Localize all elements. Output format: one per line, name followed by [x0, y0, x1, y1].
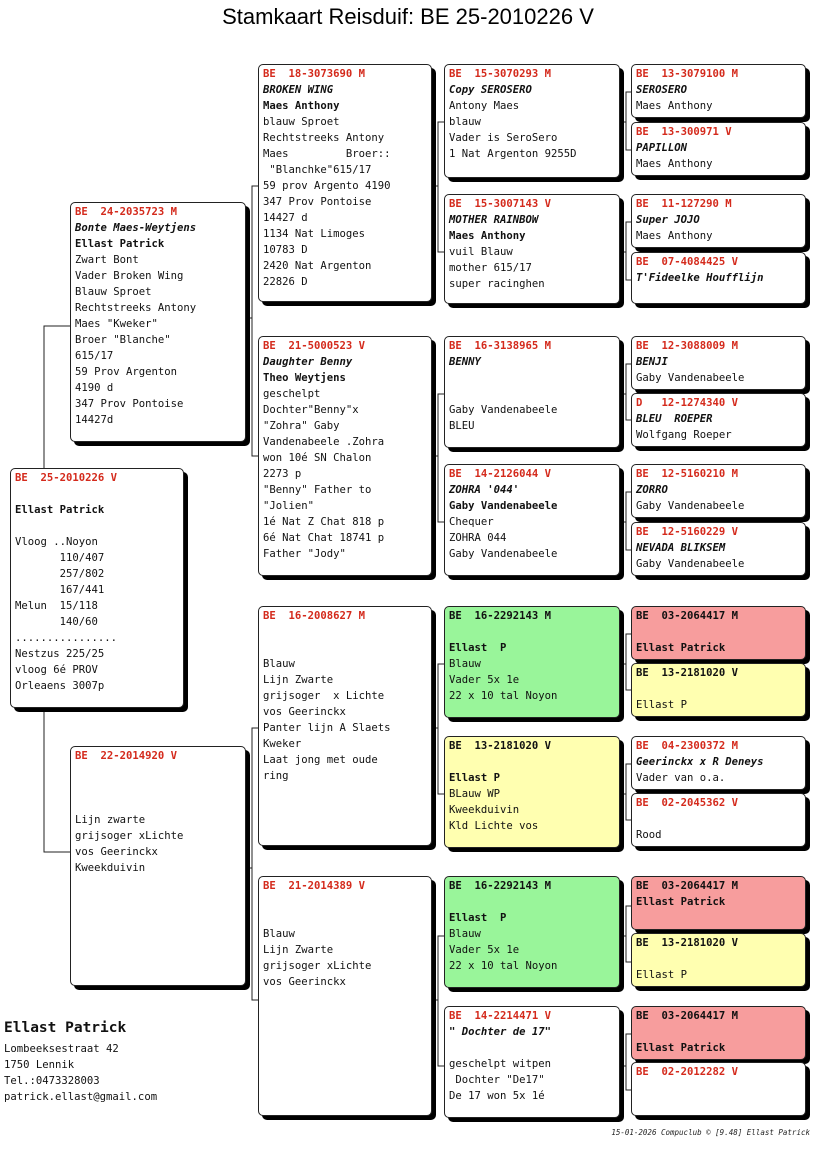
pedigree-card-gen5-7[interactable] [631, 464, 806, 518]
spacer-line [263, 624, 427, 640]
info-line: Vandenabeele .Zohra [263, 436, 385, 448]
pedigree-card-dam-sire[interactable] [258, 606, 432, 846]
pedigree-card-gen5-9[interactable] [631, 606, 806, 660]
pigeon-name: Bonte Maes-Weytjens [75, 222, 197, 234]
spacer-line [449, 894, 615, 910]
info-line: Rechtstreeks Antony [263, 132, 385, 144]
ring-number: BE 02-2012282 V [636, 1066, 739, 1078]
info-line: 1134 Nat Limoges [263, 228, 366, 240]
owner-name: Ellast Patrick [4, 1020, 127, 1036]
ring-number: BE 14-2126044 V [449, 468, 552, 480]
ring-number: BE 16-2292143 M [449, 880, 552, 892]
pedigree-card-gen5-13[interactable] [631, 876, 806, 930]
pigeon-name: Copy SEROSERO [449, 84, 532, 96]
breeder-name: Ellast Patrick [636, 896, 726, 908]
info-line: geschelpt [263, 388, 321, 400]
spacer-line [263, 910, 427, 926]
info-line: 1 Nat Argenton 9255D [449, 148, 577, 160]
info-line: Gaby Vandenabeele [449, 548, 558, 560]
ring-number: BE 13-3079100 M [636, 68, 739, 80]
info-line: grijsoger xLichte [263, 960, 372, 972]
spacer-line [449, 754, 615, 770]
info-line: Kld Lichte vos [449, 820, 539, 832]
info-line: 14427 d [263, 212, 308, 224]
info-line: BLauw WP [449, 788, 501, 800]
info-line: 347 Prov Pontoise [75, 398, 184, 410]
ring-number: BE 16-2008627 M [263, 610, 366, 622]
pigeon-name: BROKEN WING [263, 84, 334, 96]
info-line: 22826 D [263, 276, 308, 288]
spacer-line [449, 1040, 615, 1056]
info-line: "Benny" Father to [263, 484, 372, 496]
info-line: 1é Nat Z Chat 818 p [263, 516, 385, 528]
info-line: Maes Anthony [636, 158, 713, 170]
info-line: Blauw [449, 928, 481, 940]
spacer-line [636, 1024, 801, 1040]
ring-number: BE 11-127290 M [636, 198, 732, 210]
ring-number: BE 21-5000523 V [263, 340, 366, 352]
spacer-line [636, 811, 801, 827]
info-line: 167/441 [15, 584, 105, 596]
ring-number: BE 16-3138965 M [449, 340, 552, 352]
info-line: vos Geerinckx [75, 846, 158, 858]
breeder-name: Ellast Patrick [636, 1042, 726, 1054]
info-line: Dochter"Benny"x [263, 404, 359, 416]
info-line: Nestzus 225/25 [15, 648, 105, 660]
pedigree-card-gen4-2[interactable] [444, 194, 620, 304]
info-line: won 10é SN Chalon [263, 452, 372, 464]
info-line: ZOHRA 044 [449, 532, 507, 544]
info-line: Vader van o.a. [636, 772, 726, 784]
pigeon-name: ZORRO [636, 484, 668, 496]
pigeon-name: Super JOJO [636, 214, 700, 226]
pigeon-name: BENJI [636, 356, 668, 368]
pigeon-name: Geerinckx x R Deneys [636, 756, 764, 768]
info-line: Maes "Kweker" [75, 318, 158, 330]
info-line: Wolfgang Roeper [636, 429, 732, 441]
pedigree-card-gen5-16[interactable] [631, 1062, 806, 1116]
info-line: 140/60 [15, 616, 98, 628]
info-line: Panter lijn A Slaets [263, 722, 391, 734]
info-line: blauw [449, 116, 481, 128]
pedigree-card-gen5-2[interactable] [631, 122, 806, 176]
pedigree-card-gen4-6[interactable] [444, 736, 620, 848]
info-line: Gaby Vandenabeele [636, 372, 745, 384]
ring-number: BE 14-2214471 V [449, 1010, 552, 1022]
ring-number: BE 13-2181020 V [636, 667, 739, 679]
pigeon-name: BLEU ROEPER [636, 413, 713, 425]
spacer-line [75, 780, 241, 796]
spacer-line [449, 370, 615, 386]
owner-street: Lombeeksestraat 42 [4, 1043, 119, 1055]
info-line: Rood [636, 829, 662, 841]
breeder-name: Maes Anthony [263, 100, 340, 112]
info-line: Kweekduivin [449, 804, 520, 816]
breeder-name: Ellast Patrick [15, 504, 105, 516]
info-line: 2273 p [263, 468, 302, 480]
pigeon-name: BENNY [449, 356, 481, 368]
breeder-name: Ellast Patrick [636, 642, 726, 654]
info-line: Broer "Blanche" [75, 334, 171, 346]
pedigree-card-gen4-4[interactable] [444, 464, 620, 576]
info-line: "Zohra" Gaby [263, 420, 340, 432]
info-line: 2420 Nat Argenton [263, 260, 372, 272]
owner-address-block [4, 1018, 157, 1105]
spacer-line [75, 764, 241, 780]
info-line: 10783 D [263, 244, 308, 256]
info-line: 615/17 [75, 350, 114, 362]
breeder-name: Ellast P [449, 772, 501, 784]
info-line: Orleaens 3007p [15, 680, 105, 692]
pedigree-card-gen5-5[interactable] [631, 336, 806, 390]
info-line: Gaby Vandenabeele [636, 558, 745, 570]
spacer-line [636, 681, 801, 697]
info-line: "Jolien" [263, 500, 315, 512]
info-line: geschelpt witpen [449, 1058, 552, 1070]
ring-number: BE 22-2014920 V [75, 750, 178, 762]
info-line: 14427d [75, 414, 114, 426]
ring-number: BE 03-2064417 M [636, 610, 739, 622]
info-line: Gaby Vandenabeele [636, 500, 745, 512]
spacer-line [636, 624, 801, 640]
info-line: mother 615/17 [449, 262, 532, 274]
info-line: Lijn zwarte [75, 814, 146, 826]
ring-number: D 12-1274340 V [636, 397, 739, 409]
pedigree-card-gen5-8[interactable] [631, 522, 806, 576]
breeder-name: Gaby Vandenabeele [449, 500, 558, 512]
info-line: Vader Broken Wing [75, 270, 184, 282]
info-line: 59 Prov Argenton [75, 366, 178, 378]
info-line: Ellast P [636, 699, 688, 711]
breeder-name: Maes Anthony [449, 230, 526, 242]
info-line: Antony Maes [449, 100, 520, 112]
pigeon-name: MOTHER RAINBOW [449, 214, 539, 226]
info-line: Lijn Zwarte [263, 944, 334, 956]
spacer-line [75, 796, 241, 812]
info-line: ring [263, 770, 289, 782]
info-line: grijsoger xLichte [75, 830, 184, 842]
info-line: 110/407 [15, 552, 105, 564]
info-line: Vader is SeroSero [449, 132, 558, 144]
info-line: Laat jong met oude [263, 754, 378, 766]
info-line: Kweker [263, 738, 302, 750]
pedigree-card-gen4-3[interactable] [444, 336, 620, 448]
pedigree-card-gen5-12[interactable] [631, 793, 806, 847]
info-line: 257/802 [15, 568, 105, 580]
info-line: vos Geerinckx [263, 976, 346, 988]
breeder-name: Ellast P [449, 912, 507, 924]
owner-city: 1750 Lennik [4, 1059, 75, 1071]
breeder-name: Ellast Patrick [75, 238, 165, 250]
pedigree-card-gen5-15[interactable] [631, 1006, 806, 1060]
pedigree-card-gen4-8[interactable] [444, 1006, 620, 1118]
spacer-line [15, 486, 179, 502]
pedigree-card-dam-dam[interactable] [258, 876, 432, 1116]
info-line: ................ [15, 632, 118, 644]
info-line: 59 prov Argento 4190 [263, 180, 391, 192]
info-line: 4190 d [75, 382, 114, 394]
info-line: 6é Nat Chat 18741 p [263, 532, 385, 544]
pedigree-card-dam[interactable] [70, 746, 246, 986]
info-line: De 17 won 5x 1é [449, 1090, 545, 1102]
pedigree-card-sire-dam[interactable] [258, 336, 432, 576]
info-line: Blauw [263, 658, 295, 670]
ring-number: BE 13-2181020 V [449, 740, 552, 752]
spacer-line [263, 894, 427, 910]
pigeon-name: ZOHRA '044' [449, 484, 520, 496]
pigeon-name: SEROSERO [636, 84, 688, 96]
spacer-line [449, 624, 615, 640]
info-line: BLEU [449, 420, 475, 432]
info-line: Rechtstreeks Antony [75, 302, 197, 314]
ring-number: BE 24-2035723 M [75, 206, 178, 218]
info-line: Vader 5x 1e [449, 674, 520, 686]
page-title: Stamkaart Reisduif: BE 25-2010226 V [222, 4, 594, 29]
info-line: vloog 6é PROV [15, 664, 98, 676]
ring-number: BE 18-3073690 M [263, 68, 366, 80]
info-line: Father "Jody" [263, 548, 346, 560]
info-line: Lijn Zwarte [263, 674, 334, 686]
pedigree-card-gen4-5[interactable] [444, 606, 620, 718]
spacer-line [449, 386, 615, 402]
breeder-name: Theo Weytjens [263, 372, 346, 384]
info-line: 347 Prov Pontoise [263, 196, 372, 208]
pedigree-card-sire-sire[interactable] [258, 64, 432, 302]
pedigree-card-subject[interactable] [10, 468, 184, 708]
pigeon-name: PAPILLON [636, 142, 688, 154]
ring-number: BE 13-300971 V [636, 126, 732, 138]
pedigree-card-gen5-11[interactable] [631, 736, 806, 790]
ring-number: BE 07-4084425 V [636, 256, 739, 268]
owner-phone: Tel.:0473328003 [4, 1075, 100, 1087]
pedigree-card-sire[interactable] [70, 202, 246, 442]
info-line: Blauw [449, 658, 481, 670]
spacer-line [263, 640, 427, 656]
ring-number: BE 13-2181020 V [636, 937, 739, 949]
info-line: Chequer [449, 516, 494, 528]
info-line: Maes Broer:: [263, 148, 391, 160]
info-line: vuil Blauw [449, 246, 513, 258]
ring-number: BE 03-2064417 M [636, 880, 739, 892]
ring-number: BE 12-5160229 V [636, 526, 739, 538]
pedigree-card-gen5-10[interactable] [631, 663, 806, 717]
info-line: Maes Anthony [636, 230, 713, 242]
spacer-line [15, 518, 179, 534]
info-line: "Blanchke"615/17 [263, 164, 372, 176]
pedigree-card-gen5-3[interactable] [631, 194, 806, 248]
pigeon-name: NEVADA BLIKSEM [636, 542, 726, 554]
info-line: Ellast P [636, 969, 688, 981]
pedigree-card-gen5-4[interactable] [631, 252, 806, 304]
pigeon-name: T'Fideelke Houfflijn [636, 272, 764, 284]
ring-number: BE 04-2300372 M [636, 740, 739, 752]
spacer-line [636, 951, 801, 967]
ring-number: BE 12-5160210 M [636, 468, 739, 480]
ring-number: BE 15-3007143 V [449, 198, 552, 210]
pigeon-name: Daughter Benny [263, 356, 353, 368]
pedigree-card-gen4-7[interactable] [444, 876, 620, 988]
info-line: Kweekduivin [75, 862, 146, 874]
info-line: Gaby Vandenabeele [449, 404, 558, 416]
breeder-name: Ellast P [449, 642, 507, 654]
info-line: grijsoger x Lichte [263, 690, 385, 702]
pedigree-card-gen5-14[interactable] [631, 933, 806, 987]
info-line: Blauw [263, 928, 295, 940]
info-line: vos Geerinckx [263, 706, 346, 718]
info-line: Zwart Bont [75, 254, 139, 266]
info-line: Vloog ..Noyon [15, 536, 98, 548]
info-line: Maes Anthony [636, 100, 713, 112]
ring-number: BE 21-2014389 V [263, 880, 366, 892]
info-line: Blauw Sproet [75, 286, 152, 298]
pedigree-card-gen4-1[interactable] [444, 64, 620, 178]
print-footer: 15-01-2026 Compuclub © [9.48] Ellast Patrick [611, 1128, 810, 1137]
info-line: super racinghen [449, 278, 545, 290]
info-line: 22 x 10 tal Noyon [449, 690, 558, 702]
pedigree-card-gen5-1[interactable] [631, 64, 806, 118]
owner-email: patrick.ellast@gmail.com [4, 1091, 158, 1103]
ring-number: BE 03-2064417 M [636, 1010, 739, 1022]
ring-number: BE 15-3070293 M [449, 68, 552, 80]
ring-number: BE 12-3088009 M [636, 340, 739, 352]
pigeon-name: " Dochter de 17" [449, 1026, 552, 1038]
info-line: Melun 15/118 [15, 600, 98, 612]
info-line: Dochter "De17" [449, 1074, 545, 1086]
ring-number: BE 02-2045362 V [636, 797, 739, 809]
pedigree-card-gen5-6[interactable] [631, 393, 806, 447]
info-line: blauw Sproet [263, 116, 340, 128]
info-line: 22 x 10 tal Noyon [449, 960, 558, 972]
ring-number: BE 25-2010226 V [15, 472, 118, 484]
info-line: Vader 5x 1e [449, 944, 520, 956]
ring-number: BE 16-2292143 M [449, 610, 552, 622]
